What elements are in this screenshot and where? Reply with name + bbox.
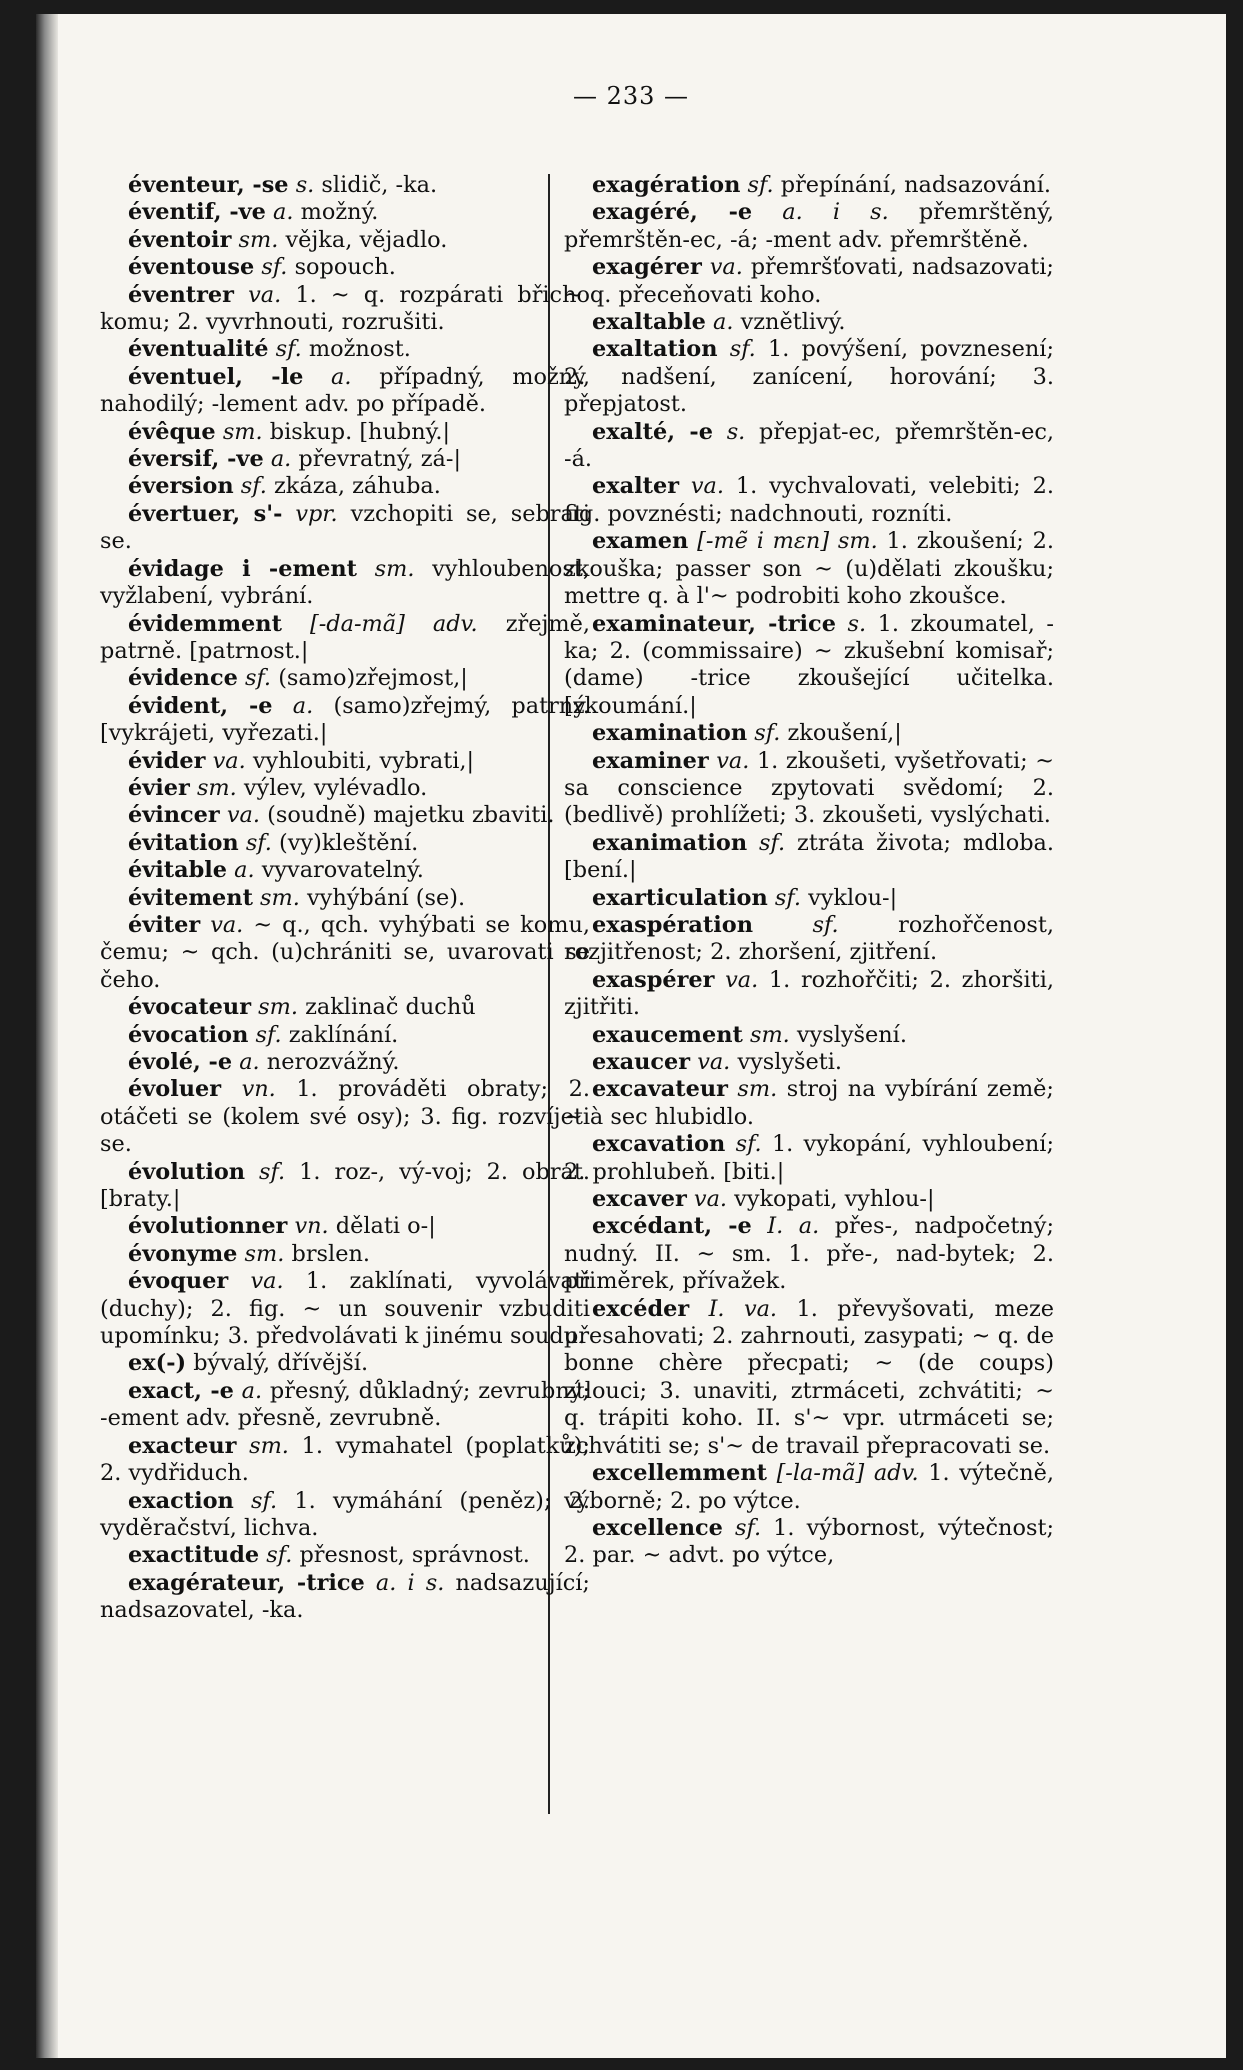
entry-headword: évertuer, s'- (128, 500, 283, 527)
entry-definition: 1. zkoušeti, vyšetřovati; ~ sa conscience zpytovati svědomí; 2. (bedlivě) prohlížeti; 3. zkoušeti, vyslýchati. (564, 747, 1055, 829)
entry-definition: nadsazující; nadsazovatel, -ka. (100, 1569, 590, 1624)
entry-grammar: va. (248, 281, 282, 308)
entry-definition: 1. vychvalovati, velebiti; 2. fig. povznésti; nadchnouti, rozníti. (564, 473, 1054, 527)
entry-definition: vyhýbání (se). (307, 884, 466, 911)
entry-headword: exact, -e (128, 1377, 234, 1404)
entry-grammar: sf. (735, 1131, 762, 1158)
entry-definition: biskup. [hubný.| (269, 418, 450, 445)
entry-definition: 1. vymáhání (peněz); 2. vyděračství, lichva. (100, 1487, 591, 1541)
dictionary-entry (100, 172, 590, 199)
dictionary-entry (100, 1076, 590, 1158)
entry-grammar: va. (226, 802, 260, 829)
dictionary-entry (564, 1460, 1054, 1515)
entry-definition: 1. zkoumatel, -ka; 2. (commissaire) ~ zkušební komisař; (dame) -trice zkoušející učitelka. [zkoumání.| (564, 610, 1054, 719)
dictionary-entry (100, 665, 590, 692)
entry-grammar: a. (241, 1377, 263, 1404)
dictionary-entry (100, 611, 590, 666)
entry-grammar: sm. (737, 1076, 778, 1103)
dictionary-entry (100, 994, 590, 1021)
entry-grammar: sm. (260, 884, 300, 911)
dictionary-entry (564, 1076, 1054, 1131)
dictionary-entry (564, 1296, 1054, 1460)
entry-headword: éventoir (128, 226, 232, 253)
entry-grammar: a. (239, 1049, 260, 1075)
entry-grammar: sf. (266, 1542, 293, 1569)
entry-definition: (samo)zřejmý, patrný. [vykrájeti, vyřezati.| (100, 692, 591, 747)
dictionary-entry (100, 830, 590, 857)
dictionary-entry (100, 254, 590, 281)
entry-headword: exaspération (592, 911, 753, 938)
entry-definition: přepjat-ec, přemrštěn-ec, -á. (564, 418, 1055, 473)
dictionary-entry (564, 611, 1054, 721)
entry-definition: rozhořčenost, rozjitřenost; 2. zhoršení, zjitření. (564, 911, 1055, 966)
dictionary-entry (100, 473, 590, 500)
dictionary-entry (100, 336, 590, 363)
entry-grammar: vn. (294, 1213, 329, 1240)
entry-grammar: va. (709, 254, 743, 281)
entry-headword: exagérateur, -trice (128, 1569, 365, 1596)
entry-headword: excavation (592, 1131, 726, 1158)
entry-headword: éventualité (128, 336, 269, 363)
entry-headword: éversif, -ve (128, 446, 264, 473)
entry-grammar: sm. (749, 1021, 790, 1048)
dictionary-entry (100, 1159, 590, 1214)
dictionary-entry (100, 1241, 590, 1268)
entry-grammar: va. (716, 747, 750, 774)
entry-grammar: sf. (240, 473, 267, 500)
dictionary-entry (100, 199, 590, 226)
left-column (100, 172, 590, 1625)
entry-headword: exaction (128, 1487, 234, 1514)
dictionary-entry (564, 720, 1054, 747)
entry-headword: excavateur (592, 1076, 728, 1103)
dictionary-entry (100, 1542, 590, 1569)
entry-definition: přemrštěný, přemrštěn-ec, -á; -ment adv. přemrštěně. (564, 199, 1054, 253)
entry-grammar: s. (726, 418, 746, 445)
entry-definition: ~ q., qch. vyhýbati se komu, čemu; ~ qch. (u)chrániti se, uvarovati se čeho. (100, 911, 590, 993)
entry-definition: vyklou-| (808, 884, 898, 911)
entry-definition: 1. ~ q. rozpárati břicho komu; 2. vyvrhnouti, rozrušiti. (100, 281, 590, 336)
entry-grammar: sf. (245, 829, 272, 856)
entry-headword: évitation (128, 829, 239, 856)
entry-definition: vyslyšeti. (737, 1049, 843, 1075)
dictionary-entry (100, 227, 590, 254)
entry-grammar: a. (234, 857, 255, 884)
entry-headword: évolutionner (128, 1213, 288, 1240)
entry-grammar: a. (331, 363, 352, 390)
entry-grammar: sm. (244, 1240, 285, 1267)
entry-definition: 1. povýšení, povznesení; 2. nadšení, zanícení, horování; 3. přepjatost. (564, 336, 1055, 418)
dictionary-entry (100, 1433, 590, 1488)
entry-headword: éventeur, -se (128, 172, 289, 198)
dictionary-entry (100, 1268, 590, 1350)
entry-headword: évitable (128, 857, 228, 884)
entry-definition: stroj na vybírání země; ~ à sec hlubidlo. (564, 1076, 1054, 1130)
entry-grammar: a. (273, 199, 294, 226)
entry-headword: évoluer (128, 1076, 222, 1103)
dictionary-entry (100, 1213, 590, 1240)
entry-grammar: I. a. (767, 1213, 820, 1240)
entry-definition: možný. (300, 199, 379, 226)
entry-headword: éventuel, -le (128, 363, 304, 390)
entry-headword: exagéré, -e (592, 199, 753, 226)
entry-headword: évider (128, 747, 206, 774)
entry-grammar: vpr. (295, 500, 338, 527)
dictionary-entry (100, 1022, 590, 1049)
entry-grammar: sf. (255, 1021, 282, 1048)
entry-grammar: s. (847, 610, 867, 637)
entry-headword: évêque (128, 418, 216, 445)
dictionary-entry (100, 556, 590, 611)
dictionary-entry (564, 309, 1054, 336)
entry-grammar: sf. (244, 665, 272, 692)
entry-definition: přesný, důkladný; zevrubný; -ement adv. přesně, zevrubně. (100, 1377, 590, 1432)
dictionary-entry (100, 282, 590, 337)
entry-grammar: sm. (258, 994, 298, 1021)
entry-grammar: va. (690, 473, 725, 500)
entry-grammar: va. (212, 747, 246, 774)
entry-definition: sopouch. (294, 254, 396, 281)
entry-headword: exalter (592, 473, 679, 500)
dictionary-entry (564, 473, 1054, 528)
page-edge-shadow (36, 14, 58, 2058)
entry-definition: 1. vymahatel (poplatků); 2. vydřiduch. (100, 1432, 590, 1487)
entry-definition: 1. prováděti obraty; 2. otáčeti se (kolem své osy); 3. fig. rozvíjeti se. (100, 1076, 590, 1158)
entry-headword: évonyme (128, 1240, 238, 1267)
dictionary-entry (100, 419, 590, 446)
entry-grammar: sm. (196, 774, 237, 801)
entry-headword: exarticulation (592, 884, 768, 911)
entry-headword: excaver (592, 1186, 687, 1213)
entry-grammar: sf. (251, 1487, 278, 1514)
entry-grammar: va. (725, 966, 759, 993)
entry-grammar: [-la-mã] adv. (776, 1460, 919, 1487)
dictionary-entry (564, 419, 1054, 474)
entry-headword: excellence (592, 1514, 723, 1541)
dictionary-entry (564, 1186, 1054, 1213)
entry-definition: 1. výtečně, výborně; 2. po výtce. (564, 1460, 1055, 1514)
dictionary-entry (100, 857, 590, 884)
entry-headword: excéder (592, 1295, 690, 1322)
entry-definition: případný, možný, nahodilý; -lement adv. po případě. (100, 363, 591, 418)
dictionary-entry (100, 1378, 590, 1433)
entry-definition: bývalý, dřívější. (193, 1350, 369, 1377)
dictionary-entry (564, 336, 1054, 418)
entry-definition: vějka, vějadlo. (285, 226, 448, 253)
entry-grammar: vn. (241, 1076, 276, 1103)
dictionary-entry (100, 748, 590, 775)
entry-headword: éventif, -ve (128, 199, 266, 226)
entry-headword: examen (592, 528, 689, 555)
entry-definition: ztráta života; mdloba. [bení.| (564, 829, 1054, 884)
entry-grammar: sm. (249, 1432, 289, 1459)
entry-definition: zaklínání. (288, 1021, 399, 1048)
entry-headword: examinateur, -trice (592, 610, 836, 637)
entry-grammar: [-da-mã] adv. (309, 610, 478, 637)
entry-headword: exaucement (592, 1021, 743, 1048)
dictionary-entry (100, 775, 590, 802)
entry-definition: 1. zaklínati, vyvolávati (duchy); 2. fig. ~ un souvenir vzbuditi upomínku; 3. předvolávati k jinému soudu. (100, 1268, 591, 1350)
entry-definition: (samo)zřejmost,| (278, 665, 468, 692)
entry-headword: exagérer (592, 254, 702, 281)
entry-definition: 1. zkoušení; 2. zkouška; passer son ~ (u)dělati zkoušku; mettre q. à l'~ podrobiti koho zkoušce. (564, 528, 1055, 610)
dictionary-entry (564, 1515, 1054, 1570)
entry-headword: évocation (128, 1021, 249, 1048)
entry-grammar: sf. (774, 884, 801, 911)
entry-grammar: a. (292, 692, 314, 719)
entry-grammar: a. i s. (375, 1569, 445, 1596)
entry-headword: exaltation (592, 336, 718, 363)
entry-headword: exaucer (592, 1049, 691, 1075)
dictionary-entry (100, 1488, 590, 1543)
dictionary-entry (564, 912, 1054, 967)
entry-definition: vznětlivý. (740, 309, 846, 336)
entry-grammar: sm. (222, 418, 263, 445)
entry-definition: výlev, vylévadlo. (243, 774, 428, 801)
dictionary-entry (100, 364, 590, 419)
entry-headword: éventouse (128, 254, 255, 281)
entry-definition: (soudně) majetku zbaviti. (267, 802, 555, 829)
entry-definition: zřejmě, patrně. [patrnost.| (100, 610, 591, 664)
dictionary-entry (100, 802, 590, 829)
entry-headword: évolé, -e (128, 1049, 233, 1075)
entry-definition: přepínání, nadsazování. (780, 172, 1052, 198)
entry-definition: zkáza, záhuba. (273, 473, 441, 500)
entry-headword: éversion (128, 473, 234, 500)
entry-headword: exactitude (128, 1542, 260, 1569)
dictionary-entry (564, 1131, 1054, 1186)
entry-headword: évidemment (128, 610, 282, 637)
entry-headword: excédant, -e (592, 1213, 752, 1240)
entry-grammar: sf. (747, 172, 774, 198)
entry-grammar: sf. (812, 911, 839, 938)
dictionary-entry (564, 254, 1054, 309)
entry-grammar: a. (270, 446, 292, 473)
entry-grammar: sf. (259, 1158, 286, 1185)
right-column (564, 172, 1054, 1570)
dictionary-entry (564, 199, 1054, 254)
entry-grammar: sf. (275, 336, 302, 363)
dictionary-entry (564, 1022, 1054, 1049)
dictionary-entry (100, 1350, 590, 1377)
entry-grammar: sm. (238, 226, 279, 253)
entry-headword: examiner (592, 747, 709, 774)
entry-definition: vyvarovatelný. (261, 857, 424, 884)
entry-definition: vzchopiti se, sebrati se. (100, 500, 591, 555)
entry-definition: vyhloubenost, vyžlabení, vybrání. (100, 555, 590, 610)
entry-headword: exacteur (128, 1432, 237, 1459)
entry-definition: vyhloubiti, vybrati,| (252, 747, 475, 774)
entry-definition: 1. roz-, vý-voj; 2. obrat. [braty.| (100, 1158, 590, 1213)
entry-definition: přemršťovati, nadsazovati; ~ q. přeceňovati koho. (564, 254, 1054, 308)
entry-headword: évocateur (128, 994, 251, 1021)
entry-headword: évolution (128, 1158, 246, 1185)
entry-definition: 1. převyšovati, meze přesahovati; 2. zahrnouti, zasypati; ~ q. de bonne chère přecpati; ~ (de coups) ztlouci; 3. unaviti, ztrmáceti, zchvátiti; ~ q. trápiti koho. II. s'~ vpr. utrmáceti se; zchvátiti se; s'~ de travail přepracovati se. (564, 1295, 1054, 1459)
entry-definition: možnost. (308, 336, 411, 363)
dictionary-entry (564, 885, 1054, 912)
entry-definition: zaklinač duchů (305, 994, 476, 1021)
dictionary-entry (564, 1213, 1054, 1295)
entry-grammar: [-mẽ i mɛn] sm. (697, 528, 878, 555)
entry-grammar: sf. (729, 336, 756, 363)
entry-headword: ex(-) (128, 1350, 187, 1377)
dictionary-entry (564, 830, 1054, 885)
dictionary-entry (564, 172, 1054, 199)
entry-definition: dělati o-| (335, 1213, 436, 1240)
dictionary-entry (100, 693, 590, 748)
dictionary-entry (100, 912, 590, 994)
entry-grammar: s. (295, 172, 315, 198)
entry-headword: exalté, -e (592, 418, 713, 445)
entry-grammar: va. (697, 1049, 731, 1075)
entry-grammar: va. (210, 911, 244, 938)
entry-grammar: sf. (754, 720, 781, 747)
entry-definition: přes-, nadpočetný; nudný. II. ~ sm. 1. pře-, nad-bytek; 2. přiměrek, přívažek. (564, 1213, 1054, 1295)
entry-grammar: sf. (261, 254, 288, 281)
entry-grammar: sf. (759, 829, 786, 856)
entry-headword: évident, -e (128, 692, 273, 719)
dictionary-entry (564, 528, 1054, 610)
entry-definition: 1. rozhořčiti; 2. zhoršiti, zjitřiti. (564, 966, 1054, 1021)
dictionary-entry (100, 885, 590, 912)
entry-definition: přesnost, správnost. (299, 1542, 530, 1569)
dictionary-page (36, 14, 1226, 2058)
entry-definition: 1. vykopání, vyhloubení; 2. prohlubeň. [biti.| (564, 1131, 1054, 1185)
entry-definition: 1. výbornost, výtečnost; 2. par. ~ advt. po výtce, (564, 1514, 1054, 1569)
entry-headword: exanimation (592, 829, 748, 856)
entry-definition: vyslyšení. (796, 1021, 907, 1048)
dictionary-entry (100, 501, 590, 556)
entry-definition: (vy)kleštění. (279, 829, 419, 856)
entry-definition: nerozvážný. (266, 1049, 400, 1075)
entry-grammar: a. (713, 309, 734, 336)
entry-headword: exaspérer (592, 966, 715, 993)
entry-definition: zkoušení,| (787, 720, 902, 747)
entry-grammar: I. va. (708, 1295, 778, 1322)
entry-grammar: sm. (374, 555, 415, 582)
dictionary-entry (564, 1049, 1054, 1076)
entry-definition: převratný, zá-| (298, 446, 461, 473)
entry-grammar: va. (693, 1186, 728, 1213)
entry-definition: brslen. (291, 1240, 370, 1267)
entry-grammar: va. (250, 1268, 284, 1295)
entry-headword: évier (128, 774, 190, 801)
entry-headword: exaltable (592, 309, 706, 336)
entry-headword: exagération (592, 172, 741, 198)
entry-headword: évoquer (128, 1268, 229, 1295)
dictionary-entry (564, 748, 1054, 830)
entry-headword: évidage i -ement (128, 555, 358, 582)
entry-grammar: sf. (734, 1514, 762, 1541)
dictionary-entry (100, 446, 590, 473)
entry-headword: évidence (128, 665, 238, 692)
entry-headword: éviter (128, 911, 201, 938)
entry-definition: slidič, -ka. (321, 172, 438, 198)
entry-headword: éventrer (128, 281, 234, 308)
entry-definition: vykopati, vyhlou-| (734, 1186, 935, 1213)
dictionary-entry (100, 1570, 590, 1625)
dictionary-entry (100, 1049, 590, 1076)
dictionary-entry (564, 967, 1054, 1022)
entry-headword: évincer (128, 802, 220, 829)
page-number: — 233 — (572, 82, 690, 110)
entry-headword: excellemment (592, 1460, 767, 1487)
entry-headword: examination (592, 720, 748, 747)
entry-headword: évitement (128, 884, 253, 911)
entry-grammar: a. i s. (782, 199, 889, 226)
